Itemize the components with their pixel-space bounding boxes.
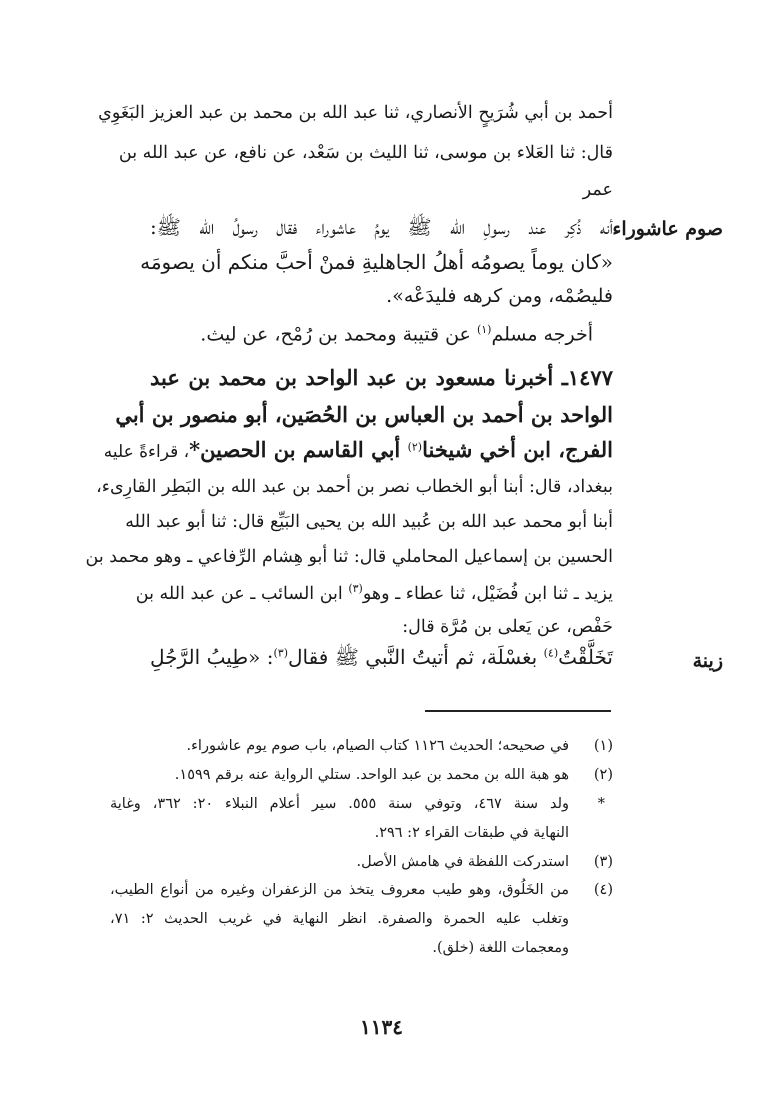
footnote-mark: (٢) [593,767,613,783]
l3-a: الفرج، ابن أخي شيخنا [422,437,613,462]
l3-b: أبي القاسم بن الحصين* [189,437,408,462]
l3-c: ، قراءةً عليه [103,442,190,462]
footnote-text: استدركت اللفظة في هامش الأصل. [356,854,569,870]
footnote-ref-3b: (٣) [273,646,289,660]
takhrij-line [200,323,593,345]
footnote-ref-4: (٤) [543,646,559,660]
hadith-text-line-2: «كان يوماً يصومُه أهلُ الجاهليةِ فمنْ أحبَّ منكم أن يصومَه [140,250,613,274]
l9-b: بغسْلَة، ثم أتيتُ النَّبي ﷺ فقال [288,645,544,669]
footnote-text: وتغلب عليه الحمرة والصفرة. انظر النهاية في غريب الحديث ٢: ٧١، [110,911,569,927]
footnote-mark: (١) [593,738,613,754]
chain-line-6: الحسين بن إسماعيل المحاملي قال: ثنا أبو هِشام الرِّفاعي ـ وهو محمد بن [85,547,613,567]
footnote-ref-2: (٢) [407,440,423,454]
page-number: ١١٣٤ [360,1015,403,1039]
margin-note-zina: زينة [692,650,723,672]
hadith-1477-line-3 [103,437,613,462]
hadith-1477-line-1: ١٤٧٧ـ أخبرنا مسعود بن عبد الواحد بن محمد بن عبد [150,365,613,390]
hadith-1477-line-2: الواحد بن أحمد بن العباس بن الحُصَين، أبو منصور بن أبي [115,402,613,427]
footnote-text: هو هبة الله بن محمد بن عبد الواحد. ستلي الرواية عنه برقم ١٥٩٩. [174,767,569,783]
footnote-text: ومعجمات اللغة (خلق). [432,940,569,956]
l9-c: : «طِيبُ الرَّجُلِ [150,645,274,669]
isnad-line-1: أحمد بن أبي شُرَيحٍ الأنصاري، ثنا عبد الله بن محمد بن عبد العزيز البَغَوِي [98,103,613,123]
l7-a: يزيد ـ ثنا ابن فُضَيْل، ثنا عطاء ـ وهو [362,583,613,604]
l7-b: ابن السائب ـ عن عبد الله بن [135,583,349,604]
footnote-text: النهاية في طبقات القراء ٢: ٢٩٦. [374,825,569,841]
footnote-ref-3: (٣) [348,582,363,595]
takhrij-post: عن قتيبة ومحمد بن رُمْح، عن ليث. [200,323,477,346]
hadith-text-line-1: أنه ذُكِر عند رسولِ الله ﷺ يومُ عاشوراء فقال رسولُ الله ﷺ: [150,215,613,239]
footnote-mark: (٣) [593,854,613,870]
chain-line-7 [135,582,613,604]
margin-note-ashura: صوم عاشوراء [612,218,723,240]
hadith-text-line-3: فليصُمْه، ومن كرهه فليدَعْه». [386,285,613,307]
footnote-mark: (٤) [593,882,613,898]
footnote-text: في صحيحه؛ الحديث ١١٢٦ كتاب الصيام، باب صوم يوم عاشوراء. [186,738,569,754]
isnad-line-3: عمر [582,180,613,200]
takhrij-pre: أخرجه مسلم [491,323,593,346]
chain-line-5: أبنا أبو محمد عبد الله بن عُبيد الله بن يحيى البَيِّع قال: ثنا أبو عبد الله [125,512,613,532]
l9-a: تَخَلَّقْتُ [558,645,613,669]
matn-line [150,645,613,674]
chain-line-8: حَفْص، عن يَعلى بن مُرَّة قال: [402,617,613,637]
footnote-text: ولد سنة ٤٦٧، وتوفي سنة ٥٥٥. سير أعلام النبلاء ٢٠: ٣٦٢، وغاية [110,796,569,812]
isnad-line-2: قال: ثنا العَلاء بن موسى، ثنا الليث بن سَعْد، عن نافع، عن عبد الله بن [118,143,613,163]
footnote-text: من الخَلُوق، وهو طيب معروف يتخذ من الزعفران وغيره من أنواع الطيب، [110,882,569,898]
footnote-ref-1: (١) [476,323,492,336]
footnote-mark: * [597,796,605,812]
chain-line-4: ببغداد، قال: أبنا أبو الخطاب نصر بن أحمد بن عبد الله بن البَطِر القارِىء، [96,477,613,497]
footnote-separator [425,710,611,712]
